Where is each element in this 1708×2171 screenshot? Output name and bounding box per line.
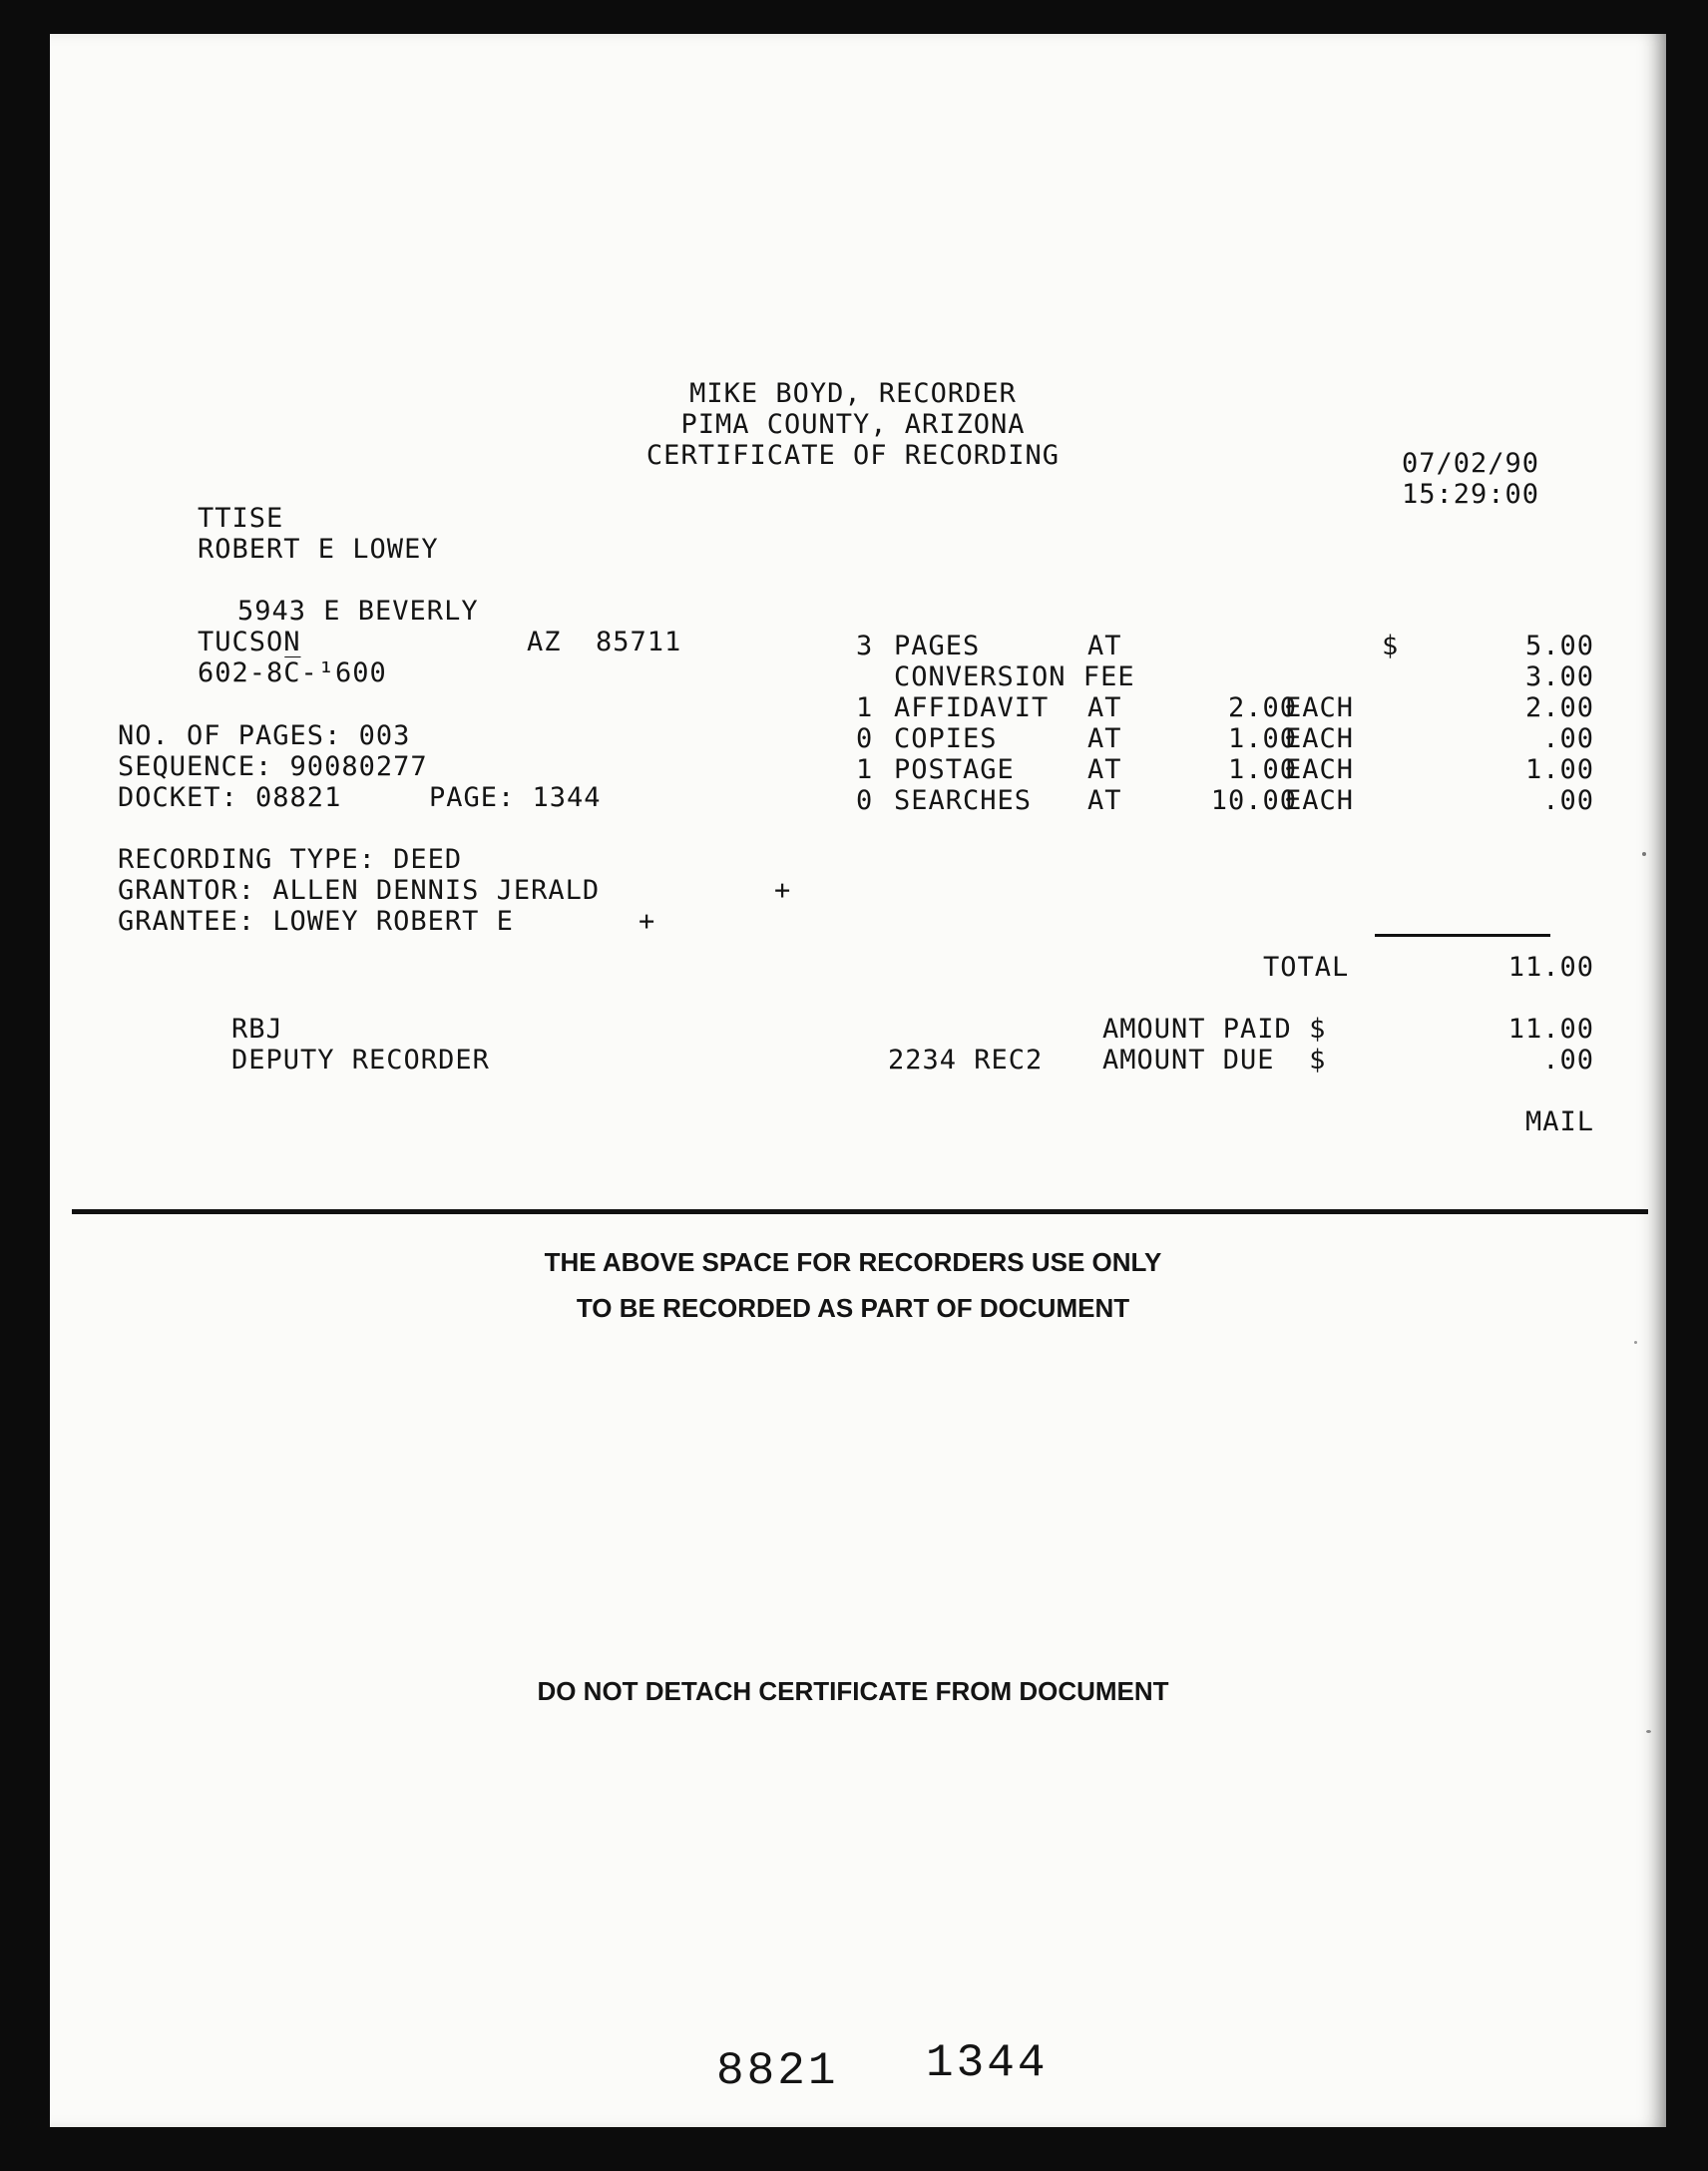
stamp-page: 1344	[926, 2037, 1049, 2089]
fee-qty: 0	[856, 785, 874, 816]
party-name: ROBERT E LOWEY	[198, 534, 439, 565]
grantee: GRANTEE: LOWEY ROBERT E	[118, 906, 514, 937]
fee-amount: 1.00	[1524, 754, 1594, 785]
scan-speck	[1642, 852, 1646, 856]
party-city: TUCSON	[198, 627, 301, 657]
fee-item: COPIES	[894, 723, 998, 754]
fee-qty: 3	[856, 631, 874, 661]
certificate-page	[50, 34, 1666, 2127]
recorders-use-notice: THE ABOVE SPACE FOR RECORDERS USE ONLY	[544, 1247, 1162, 1277]
currency-symbol: $	[1382, 631, 1400, 661]
fee-at: AT	[1087, 692, 1122, 723]
grantor-continued-mark: +	[774, 875, 792, 906]
section-divider	[72, 1209, 1648, 1214]
fee-each: EACH	[1285, 785, 1355, 816]
scan-speck	[1646, 1730, 1651, 1733]
fee-qty: 1	[856, 754, 874, 785]
fee-amount: .00	[1542, 723, 1594, 754]
fee-amount: 2.00	[1524, 692, 1594, 723]
fee-qty: 0	[856, 723, 874, 754]
grantor: GRANTOR: ALLEN DENNIS JERALD	[118, 875, 601, 906]
total-underline	[1375, 934, 1550, 937]
record-as-part-notice: TO BE RECORDED AS PART OF DOCUMENT	[576, 1293, 1130, 1323]
fee-at: AT	[1087, 754, 1122, 785]
total-amount: 11.00	[1507, 952, 1594, 983]
grantee-continued-mark: +	[639, 906, 656, 937]
docket-number: DOCKET: 08821	[118, 782, 342, 813]
fee-at: AT	[1087, 785, 1122, 816]
fee-item: AFFIDAVIT	[894, 692, 1050, 723]
fee-each: EACH	[1285, 723, 1355, 754]
delivery-method: MAIL	[1524, 1106, 1594, 1137]
fee-amount: 3.00	[1524, 661, 1594, 692]
county-name: PIMA COUNTY, ARIZONA	[680, 409, 1026, 440]
fee-rate: 1.00	[1227, 754, 1297, 785]
fee-each: EACH	[1285, 754, 1355, 785]
certificate-title: CERTIFICATE OF RECORDING	[645, 440, 1061, 471]
fee-rate: 10.00	[1210, 785, 1297, 816]
scan-speck	[1634, 1341, 1637, 1344]
party-street: 5943 E BEVERLY	[237, 596, 479, 627]
party-line1: TTISE	[198, 503, 284, 534]
sequence-number: SEQUENCE: 90080277	[118, 751, 428, 782]
party-phone: 602-8C̅-¹600	[198, 657, 387, 688]
fee-at: AT	[1087, 723, 1122, 754]
recorder-name: MIKE BOYD, RECORDER	[689, 378, 1017, 409]
fee-item: PAGES	[894, 631, 981, 661]
amount-due: .00	[1542, 1045, 1594, 1076]
deputy-title: DEPUTY RECORDER	[231, 1045, 490, 1076]
fee-each: EACH	[1285, 692, 1355, 723]
total-label: TOTAL	[1263, 952, 1350, 983]
fee-amount: .00	[1542, 785, 1594, 816]
amount-paid: 11.00	[1507, 1014, 1594, 1045]
amount-paid-label: AMOUNT PAID $	[1102, 1014, 1327, 1045]
fee-rate: 1.00	[1227, 723, 1297, 754]
fee-qty: 1	[856, 692, 874, 723]
fee-at: AT	[1087, 631, 1122, 661]
register-code: 2234 REC2	[888, 1045, 1044, 1076]
do-not-detach-notice: DO NOT DETACH CERTIFICATE FROM DOCUMENT	[537, 1676, 1169, 1706]
recording-time: 15:29:00	[1402, 479, 1540, 510]
deputy-initials: RBJ	[231, 1014, 283, 1045]
stamp-docket: 8821	[716, 2045, 839, 2097]
recording-date: 07/02/90	[1402, 448, 1540, 479]
party-state-zip: AZ 85711	[527, 627, 682, 657]
number-of-pages: NO. OF PAGES: 003	[118, 720, 411, 751]
fee-item: CONVERSION FEE	[894, 661, 1135, 692]
amount-due-label: AMOUNT DUE $	[1102, 1045, 1327, 1076]
fee-item: SEARCHES	[894, 785, 1033, 816]
fee-amount: 5.00	[1524, 631, 1594, 661]
fee-rate: 2.00	[1227, 692, 1297, 723]
fee-item: POSTAGE	[894, 754, 1015, 785]
recording-type: RECORDING TYPE: DEED	[118, 844, 463, 875]
page-number: PAGE: 1344	[429, 782, 602, 813]
